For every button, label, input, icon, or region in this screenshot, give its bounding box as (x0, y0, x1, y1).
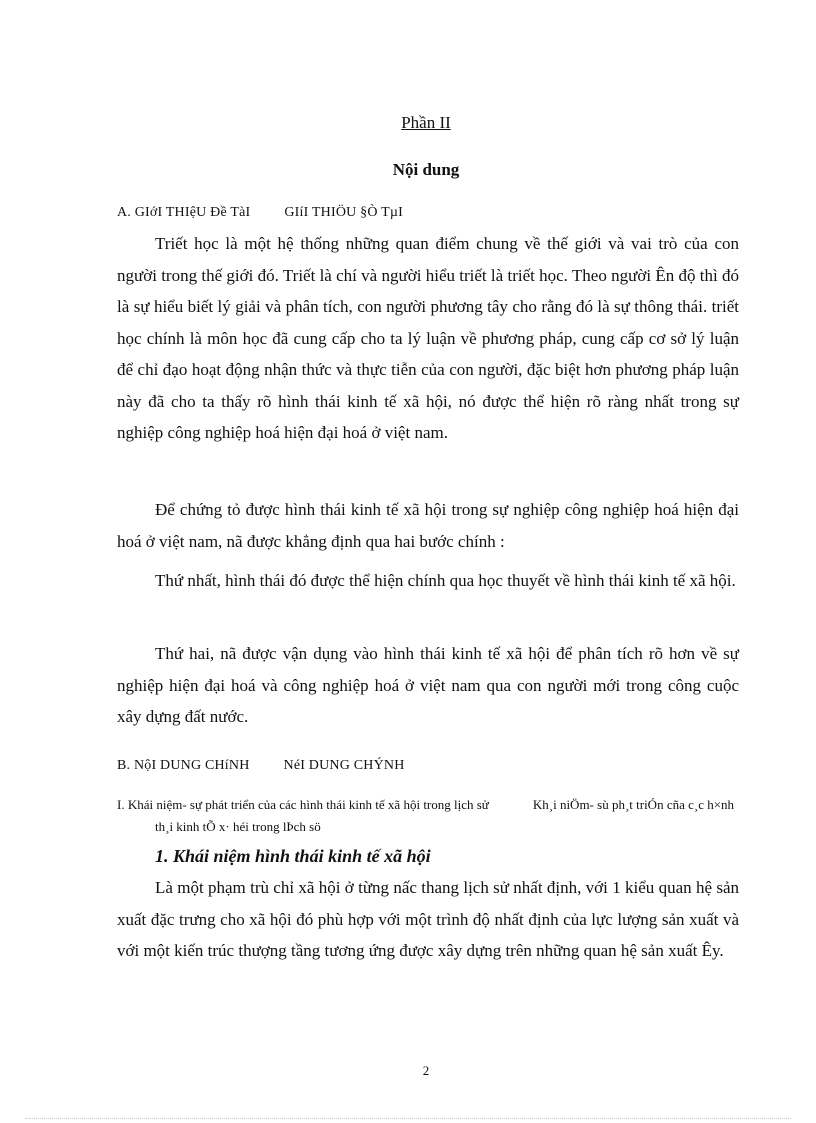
subsection-label: I. Khái niệm- sự phát triển của các hình thái kinh tế xã hội trong lịch sử (117, 797, 489, 812)
subsection-heading (117, 794, 755, 838)
section-b-heading (117, 758, 405, 774)
section-a-heading (117, 205, 403, 221)
page-bottom-divider (25, 1118, 791, 1119)
paragraph-second: Thứ hai, nã được vận dụng vào hình thái kinh tế xã hội để phân tích rõ hơn về sự nghiệp hiện đại hoá và công nghiệp hoá ở việt nam qua con người mới trong công cuộc xây dựng đất nước. (117, 644, 739, 726)
paragraph-first: Thứ nhất, hình thái đó được thể hiện chính qua học thuyết về hình thái kinh tế xã hội. (155, 571, 736, 590)
subsection-garbled-label: Kh¸i niÖm- sù ph¸t triÓn cña c¸c h×nh th¸i kinh tÕ x· héi trong lÞch sö (155, 797, 735, 834)
section-a-garbled-label: GIíI THIÖU §Ò TµI (284, 205, 403, 220)
section-b-garbled-label: NéI DUNG CHÝNH (283, 758, 405, 773)
paragraph-definition: Là một phạm trù chỉ xã hội ở từng nấc thang lịch sử nhất định, với 1 kiểu quan hệ sản xuất đặc trưng cho xã hội đó phù hợp với một trình độ nhất định của lực lượng sản xuất và với một kiến trúc thượng tầng tương ứng được xây dựng trên những quan hệ sản xuất Êy. (117, 878, 739, 960)
part-title: Phần II (401, 113, 451, 132)
paragraph-intro: Triết học là một hệ thống những quan điểm chung về thế giới và vai trò của con người trong thế giới đó. Triết là chí và người hiểu triết là triết học. Theo người Ên độ thì đó là sự hiểu biết lý giải và phân tích, con người phương tây cho rằng đó là sự thông thái. triết học chính là môn học đã cung cấp cho ta lý luận về phương pháp, cung cấp cơ sở lý luận để chỉ đạo hoạt động nhận thức và thực tiễn của con người, đặc biệt hơn phương pháp luận này đã cho ta thấy rõ hình thái kinh tế xã hội, nó được thể hiện rõ ràng nhất trong sự nghiệp công nghiệp hoá hiện đại hoá ở việt nam. (117, 234, 739, 442)
section-1-title: 1. Khái niệm hình thái kinh tế xã hội (155, 846, 431, 866)
paragraph-proof: Để chứng tỏ được hình thái kinh tế xã hội trong sự nghiệp công nghiệp hoá hiện đại hoá ở việt nam, nã được khẳng định qua hai bước chính : (117, 500, 739, 551)
section-b-label: B. NộI DUNG CHíNH (117, 758, 250, 773)
main-title: Nội dung (392, 160, 460, 179)
page-number: 2 (422, 1063, 430, 1078)
section-a-label: A. GIớI THIệU Đề TàI (117, 205, 251, 220)
